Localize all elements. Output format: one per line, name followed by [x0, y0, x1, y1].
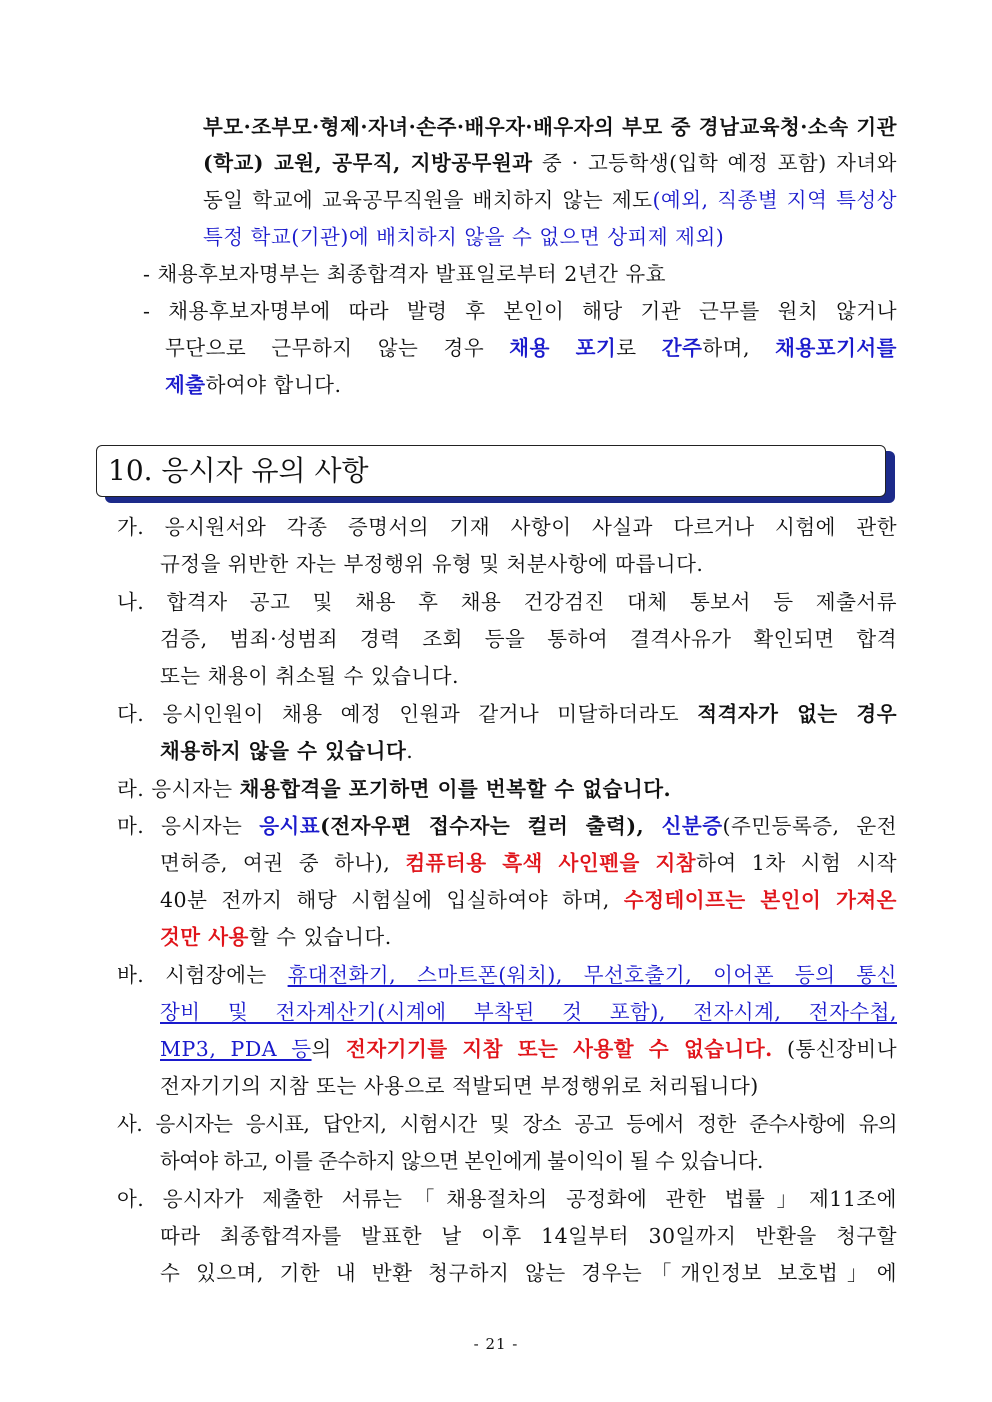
item-ma-text-4: 할 수 있습니다.	[248, 925, 392, 949]
intro-dash-3-e: 하며,	[702, 336, 776, 360]
intro-dash-2	[143, 296, 897, 326]
item-da-text-1: 다. 응시인원이 채용 예정 인원과 같거나 미달하더라도	[117, 702, 698, 726]
item-ba-devices-2: 장비 및 전자계산기(시계에 부착된 것 포함), 전자시계, 전자수첩,	[160, 1000, 897, 1024]
item-sa-text-1: 사. 응시자는 응시표, 답안지, 시험시간 및 장소 공고 등에서 정한 준수사항에 유의	[117, 1112, 897, 1136]
item-ba-text-3b: 의	[311, 1037, 347, 1061]
item-ma-line-1	[117, 811, 897, 841]
item-ga-line-2	[160, 549, 703, 579]
item-ba-text-3d: (통신장비나	[772, 1037, 898, 1061]
item-ba-devices-3: MP3, PDA 등	[160, 1037, 312, 1061]
intro-line-2-rest: 중 · 고등학생(입학 예정 포함) 자녀와	[532, 151, 897, 175]
intro-line-1	[203, 112, 897, 142]
item-ra-line-1	[117, 774, 671, 804]
item-na-text-3: 또는 채용이 취소될 수 있습니다.	[160, 664, 460, 688]
intro-dash-3-deem: 간주	[661, 336, 703, 360]
item-ma-text-2c: 하여 1차 시험 시작	[696, 851, 898, 875]
item-ga-text-2: 규정을 위반한 자는 부정행위 유형 및 처분사항에 따릅니다.	[160, 552, 704, 576]
item-ba-text-1: 바. 시험장에는	[117, 963, 288, 987]
intro-dash-2-text: - 채용후보자명부에 따라 발령 후 본인이 해당 기관 근무를 원치 않거나	[143, 299, 897, 323]
intro-line-3-text: 동일 학교에 교육공무직원을 배치하지 않는 제도	[203, 188, 653, 212]
section-heading: 10. 응시자 유의 사항	[108, 454, 369, 487]
intro-line-3-blue: (예외, 직종별 지역 특성상	[652, 188, 897, 212]
item-na-line-2	[160, 624, 897, 654]
item-ma-text-2: 면허증, 여권 중 하나),	[160, 851, 406, 875]
item-a-text-3: 수 있으며, 기한 내 반환 청구하지 않는 경우는「개인정보 보호법」에	[160, 1261, 897, 1285]
item-sa-line-2	[160, 1146, 763, 1176]
item-ma-tape-2: 것만 사용	[160, 925, 249, 949]
item-ma-tape: 수정테이프는 본인이 가져온	[623, 888, 897, 912]
intro-dash-3	[165, 333, 897, 363]
intro-dash-1	[143, 259, 666, 289]
item-ga-line-1	[117, 512, 897, 542]
intro-dash-4-submit: 제출	[165, 373, 206, 397]
intro-dash-3-a: 무단으로 근무하지 않는 경우	[165, 336, 510, 360]
item-ma-color-print: (전자우편 접수자는 컬러 출력),	[320, 814, 645, 838]
item-sa-text-2: 하여야 하고, 이를 준수하지 않으면 본인에게 불이익이 될 수 있습니다.	[160, 1149, 763, 1173]
item-ba-line-2	[160, 997, 897, 1027]
item-na-text-1: 나. 합격자 공고 및 채용 후 채용 건강검진 대체 통보서 등 제출서류	[117, 590, 897, 614]
page-number: - 21 -	[473, 1335, 519, 1353]
item-na-line-1	[117, 587, 897, 617]
intro-line-3	[203, 185, 897, 215]
item-ba-line-3	[160, 1034, 897, 1064]
item-da-line-1	[117, 699, 897, 729]
item-ba-prohibited: 전자기기를 지참 또는 사용할 수 없습니다.	[346, 1037, 773, 1061]
item-ba-text-4: 전자기기의 지참 또는 사용으로 적발되면 부정행위로 처리됩니다)	[160, 1074, 759, 1098]
item-ma-text-1e: (주민등록증, 운전	[722, 814, 897, 838]
item-a-line-1	[117, 1184, 897, 1214]
item-da-bold-2: 채용하지 않을 수 있습니다	[160, 739, 407, 763]
item-sa-line-1	[117, 1109, 897, 1139]
intro-line-4	[203, 222, 724, 252]
item-ba-line-4	[160, 1071, 759, 1101]
intro-dash-1-text: - 채용후보자명부는 최종합격자 발표일로부터 2년간 유효	[143, 262, 667, 286]
item-a-text-2: 따라 최종합격자를 발표한 날 이후 14일부터 30일까지 반환을 청구할	[160, 1224, 897, 1248]
item-da-period: .	[406, 739, 414, 763]
item-ma-line-3	[160, 885, 897, 915]
intro-dash-3-c: 로	[616, 336, 662, 360]
item-ra-text: 라. 응시자는	[117, 777, 240, 801]
intro-dash-3-form: 채용포기서를	[775, 336, 897, 360]
intro-dash-4-rest: 하여야 합니다.	[205, 373, 342, 397]
item-a-text-1: 아. 응시자가 제출한 서류는「채용절차의 공정화에 관한 법률」제11조에	[117, 1187, 897, 1211]
item-ma-text-3: 40분 전까지 해당 시험실에 입실하여야 하며,	[160, 888, 624, 912]
intro-line-1-text: 부모·조부모·형제·자녀·손주·배우자·배우자의 부모 중 경남교육청·소속 기관	[203, 115, 897, 139]
intro-line-2	[203, 148, 897, 178]
intro-line-4-text: 특정 학교(기관)에 배치하지 않을 수 없으면 상피제 제외)	[203, 225, 725, 249]
item-na-line-3	[160, 661, 459, 691]
item-na-text-2: 검증, 범죄·성범죄 경력 조회 등을 통하여 결격사유가 확인되면 합격	[160, 627, 897, 651]
intro-dash-3-abandon: 채용 포기	[509, 336, 617, 360]
item-a-line-3	[160, 1258, 897, 1288]
item-ma-id-card: 신분증	[644, 814, 723, 838]
item-ma-line-4	[160, 922, 392, 952]
intro-dash-4	[165, 370, 341, 400]
item-a-line-2	[160, 1221, 897, 1251]
item-ba-devices-1: 휴대전화기, 스마트폰(워치), 무선호출기, 이어폰 등의 통신	[287, 963, 897, 987]
item-ra-bold: 채용합격을 포기하면 이를 번복할 수 없습니다.	[239, 777, 672, 801]
item-ba-line-1	[117, 960, 897, 990]
item-ma-pen: 컴퓨터용 흑색 사인펜을 지참	[405, 851, 697, 875]
item-ga-text-1: 가. 응시원서와 각종 증명서의 기재 사항이 사실과 다르거나 시험에 관한	[117, 515, 897, 539]
item-ma-admission-ticket: 응시표	[259, 814, 321, 838]
item-da-bold-1: 적격자가 없는 경우	[697, 702, 897, 726]
item-da-line-2	[160, 736, 413, 766]
intro-line-2-bold: (학교) 교원, 공무직, 지방공무원과	[203, 151, 533, 175]
item-ma-line-2	[160, 848, 897, 878]
item-ma-text-1: 마. 응시자는	[117, 814, 260, 838]
